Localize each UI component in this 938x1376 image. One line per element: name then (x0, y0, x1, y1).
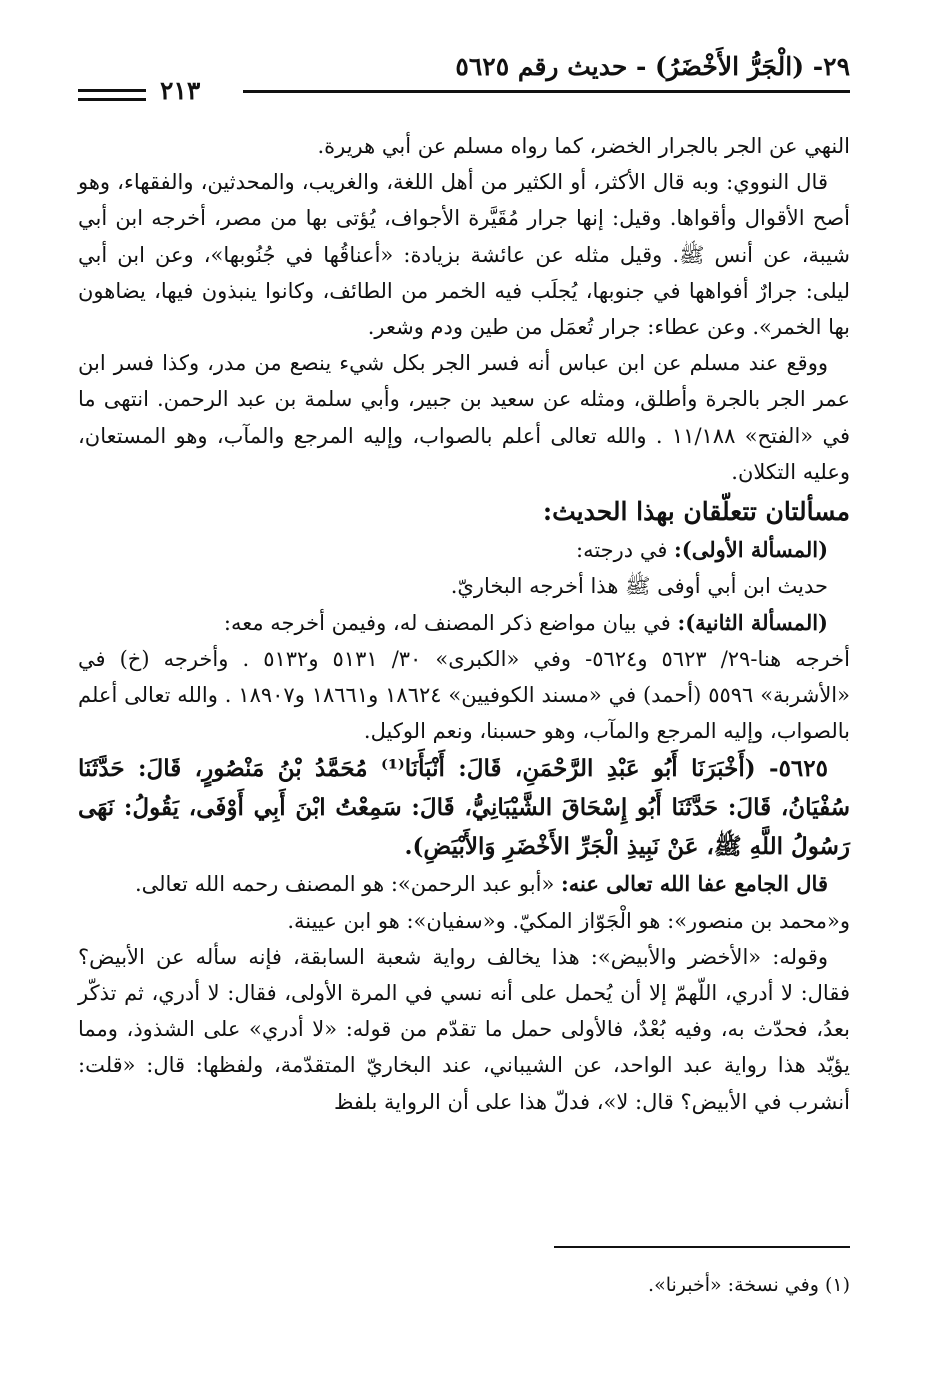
question-2-text: في بيان مواضع ذكر المصنف له، وفيمن أخرجه معه: (223, 610, 678, 635)
question-1-label: (المسألة الأولى): (674, 537, 828, 563)
question-2-answer: أخرجه هنا-٢٩/ ٥٦٢٣ و٥٦٢٤- وفي «الكبرى» ٣٠/ ٥١٣١ و٥١٣٢ . وأخرجه (خ) في «الأشربة» ٥٥٩٦ (أحمد) في «مسند الكوفيين» ١٨٦٢٤ و١٨٦٦١ و١٨٩٠٧ . والله تعالى أعلم بالصواب، وإليه المرجع والمآب، وهو حسبنا، ونعم الوكيل. (78, 646, 850, 744)
page-number-rule (78, 89, 146, 101)
commentary-1-label: قال الجامع عفا الله تعالى عنه: (560, 871, 828, 897)
footnote: (١) وفي نسخة: «أخبرنا». (648, 1274, 850, 1296)
paragraph: قال النووي: وبه قال الأكثر، أو الكثير من أهل اللغة، والغريب، والمحدثين، والفقهاء، وهو أصح الأقوال وأقواها. وقيل: إنها جرار مُقَيَّرة الأجواف، يُؤتى بها من مصر، أخرجه ابن أبي شيبة، عن أنس ﷺ. وقيل مثله عن عائشة بزيادة: «أعناقُها في جُنُوبها»، وعن ابن أبي ليلى: جرارٌ أفواهها في جنوبها، يُجلَب فيه الخمر من الطائف، وكانوا ينبذون فيها، يضاهون بها الخمر». وعن عطاء: جرار تُعمَل من طين ودم وشعر. (78, 170, 850, 340)
hadith-text: ٥٦٢٥- (أَخْبَرَنَا أَبُو عَبْدِ الرَّحْمَنِ، قَالَ: أَنْبَأَنَا⁽¹⁾ مُحَمَّدُ بْنُ مَنْصُورٍ، قَالَ: حَدَّثَنَا سُفْيَانُ، قَالَ: حَدَّثَنَا أَبُو إِسْحَاقَ الشَّيْبَانِيُّ، قَالَ: سَمِعْتُ ابْنَ أَبِي أَوْفَى، يَقُولُ: نَهَى رَسُولُ اللَّهِ ﷺ، عَنْ نَبِيذِ الْجَرِّ الأَخْضَرِ وَالأَبْيَضِ). (78, 755, 850, 861)
commentary-2: و«محمد بن منصور»: هو الْجَوّاز المكيّ. و«سفيان»: هو ابن عيينة. (287, 908, 850, 933)
header-rule (243, 90, 850, 93)
page-header (78, 50, 850, 110)
footnote-rule (554, 1246, 850, 1248)
question-1-answer: حديث ابن أبي أوفى ﷺ هذا أخرجه البخاريّ. (450, 574, 828, 599)
running-head: ٢٩- (الْجَرُّ الأَخْضَرُ) - حديث رقم ٥٦٢٥ (455, 52, 850, 81)
paragraph: النهي عن الجر بالجرار الخضر، كما رواه مسلم عن أبي هريرة. (317, 134, 850, 158)
question-1-text: في درجته: (576, 538, 675, 563)
question-2 (78, 605, 850, 641)
question-1 (78, 532, 850, 568)
page-body (78, 128, 850, 1120)
question-2-label: (المسألة الثانية): (677, 609, 828, 635)
paragraph: ووقع عند مسلم عن ابن عباس أنه فسر الجر بكل شيء ينصع من مدر، وكذا فسر ابن عمر الجر بالجرة وأطلق، ومثله عن سعيد بن جبير، وأبي سلمة بن عبد الرحمن. انتهى ما في «الفتح» ١١/١٨٨ . والله تعالى أعلم بالصواب، وإليه المرجع والمآب، وهو المستعان، وعليه التكلان. (78, 351, 850, 484)
commentary-3: وقوله: «الأخضر والأبيض»: هذا يخالف رواية شعبة السابقة، فإنه سأله عن الأبيض؟ فقال: لا أدري، اللّهمّ إلا أن يُحمل على أنه نسي في المرة الأولى، فقال: لا أدري، ثم تذكّر بعدُ، فحدّث به، وفيه بُعْدٌ، فالأولى حمل ما تقدّم من قوله: «لا أدري» على الشذوذ، ومما يؤيّد هذا رواية عبد الواحد، عن الشيباني، عند البخاريّ المتقدّمة، ولفظها: قال: «قلت: أنشرب في الأبيض؟ قال: لا»، فدلّ هذا على أن الرواية بلفظ (78, 944, 850, 1114)
section-heading: مسألتان تتعلّقان بهذا الحديث: (542, 497, 850, 527)
commentary-1 (78, 866, 850, 902)
page-number: ٢١٣ (160, 76, 201, 105)
commentary-1-text: «أبو عبد الرحمن»: هو المصنف رحمه الله تعالى. (134, 872, 561, 897)
